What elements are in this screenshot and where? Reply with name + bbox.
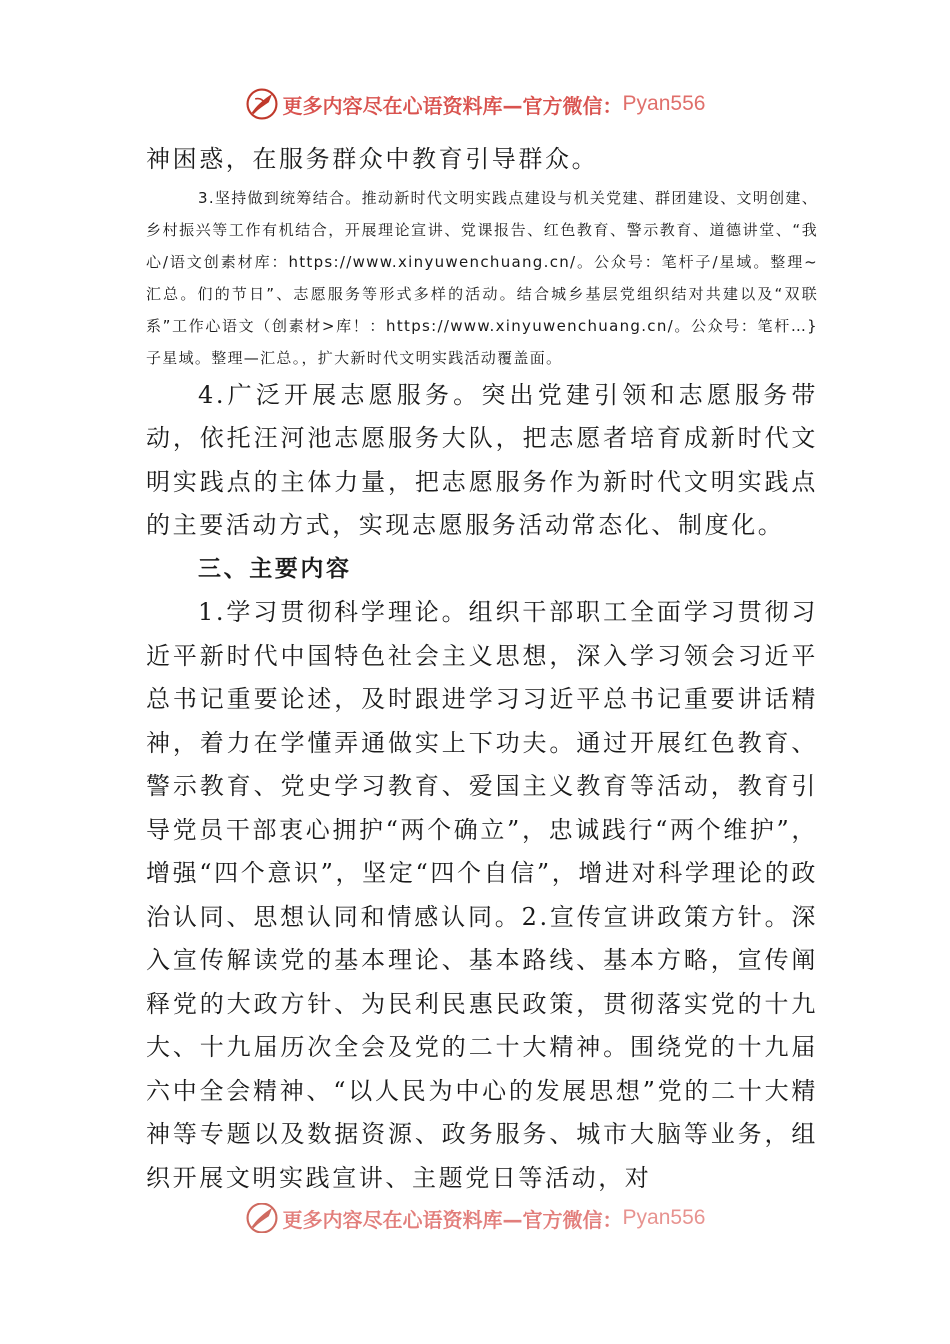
paragraph-continuation: 神困惑，在服务群众中教育引导群众。 (146, 145, 599, 173)
section-heading: 三、主要内容 (198, 555, 352, 582)
header-banner (0, 84, 950, 124)
document-body (146, 138, 818, 1200)
footer-banner-wechat-id: Pyan556 (622, 1206, 706, 1229)
pen-nib-logo-icon-footer (245, 1203, 279, 1233)
footer-banner (0, 1203, 950, 1233)
banner-wechat-id: Pyan556 (622, 92, 706, 115)
paragraph-main-content: 1.学习贯彻科学理论。组织干部职工全面学习贯彻习近平新时代中国特色社会主义思想，深入学习领会习近平总书记重要论述，及时跟进学习习近平总书记重要讲话精神，着力在学懂弄通做实上下功夫。通过开展红色教育、警示教育、党史学习教育、爱国主义教育等活动，教育引导党员干部衷心拥护“两个确立”，忠诚践行“两个维护”，增强“四个意识”，坚定“四个自信”，增进对科学理论的政治认同、思想认同和情感认同。2.宣传宣讲政策方针。深入宣传解读党的基本理论、基本路线、基本方略，宣传阐释党的大政方针、为民利民惠民政策，贯彻落实党的十九大、十九届历次全会及党的二十大精神。围绕党的十九届六中全会精神、“以人民为中心的发展思想”党的二十大精神等专题以及数据资源、政务服务、城市大脑等业务，组织开展文明实践宣讲、主题党日等活动，对 (146, 598, 818, 1192)
paragraph-item-4: 4.广泛开展志愿服务。突出党建引领和志愿服务带动，依托汪河池志愿服务大队，把志愿者培育成新时代文明实践点的主体力量，把志愿服务作为新时代文明实践点的主要活动方式，实现志愿服务活动常态化、制度化。 (146, 380, 818, 539)
banner-text: 更多内容尽在心语资料库—官方微信： (282, 93, 623, 118)
footer-banner-text: 更多内容尽在心语资料库—官方微信： (282, 1207, 623, 1232)
pen-nib-logo-icon (245, 87, 279, 121)
paragraph-item-3: 3.坚持做到统筹结合。推动新时代文明实践点建设与机关党建、群团建设、文明创建、乡村振兴等工作有机结合，开展理论宣讲、党课报告、红色教育、警示教育、道德讲堂、“我心/语文创素材库：https://www.xinyuwenchuang.cn/。公众号：笔杆子/星域。整理~汇总。们的节日”、志愿服务等形式多样的活动。结合城乡基层党组织结对共建以及“双联系”工作心语文（创素材>库！：https://www.xinyuwenchuang.cn/。公众号：笔杆…}子星域。整理—汇总。，扩大新时代文明实践活动覆盖面。 (146, 188, 819, 367)
